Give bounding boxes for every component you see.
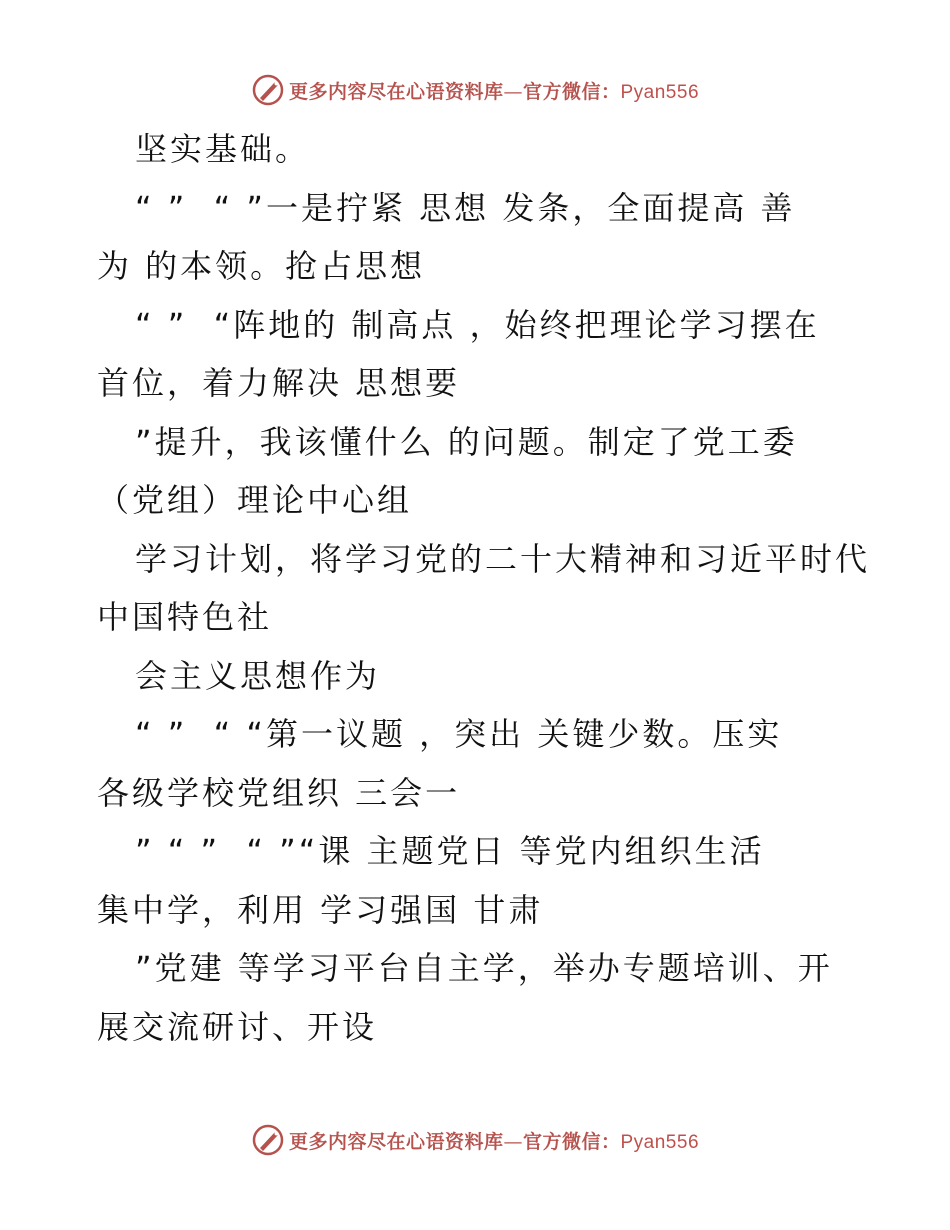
text-line: （党组）理论中心组 xyxy=(97,481,413,519)
header-watermark xyxy=(0,70,950,110)
text-line: “ ” “ ”一是拧紧 思想 发条，全面提高 善 xyxy=(135,188,796,227)
text-line: ” “ ” “ ”“课 主题党日 等党内组织生活 xyxy=(135,832,765,870)
text-line: 学习计划，将学习党的二十大精神和习近平时代 xyxy=(135,539,871,578)
text-line: 中国特色社 xyxy=(97,598,273,636)
footer-watermark xyxy=(0,1120,950,1160)
text-line: 为 的本领。抢占思想 xyxy=(97,247,426,285)
pen-logo-icon xyxy=(251,1123,285,1157)
text-line: 坚实基础。 xyxy=(135,130,311,168)
text-line: “ ” “阵地的 制高点 ，始终把理论学习摆在 xyxy=(135,305,820,344)
footer-watermark-text: 更多内容尽在心语资料库—官方微信：Pyan556 xyxy=(288,1130,700,1153)
document-body xyxy=(97,120,871,1056)
header-watermark-text: 更多内容尽在心语资料库—官方微信：Pyan556 xyxy=(288,80,700,103)
text-line: ”提升，我该懂什么 的问题。制定了党工委 xyxy=(135,422,798,461)
text-line: 展交流研讨、开设 xyxy=(97,1007,378,1046)
pen-logo-icon xyxy=(251,73,285,107)
text-line: 各级学校党组织 三会一 xyxy=(97,773,461,812)
text-line: 集中学，利用 学习强国 甘肃 xyxy=(97,890,544,929)
text-line: 会主义思想作为 xyxy=(135,656,381,695)
text-line: ”党建 等学习平台自主学，举办专题培训、开 xyxy=(135,949,833,987)
text-line: 首位，着力解决 思想要 xyxy=(97,364,461,402)
text-line: “ ” “ “第一议题 ，突出 关键少数。压实 xyxy=(135,715,783,753)
